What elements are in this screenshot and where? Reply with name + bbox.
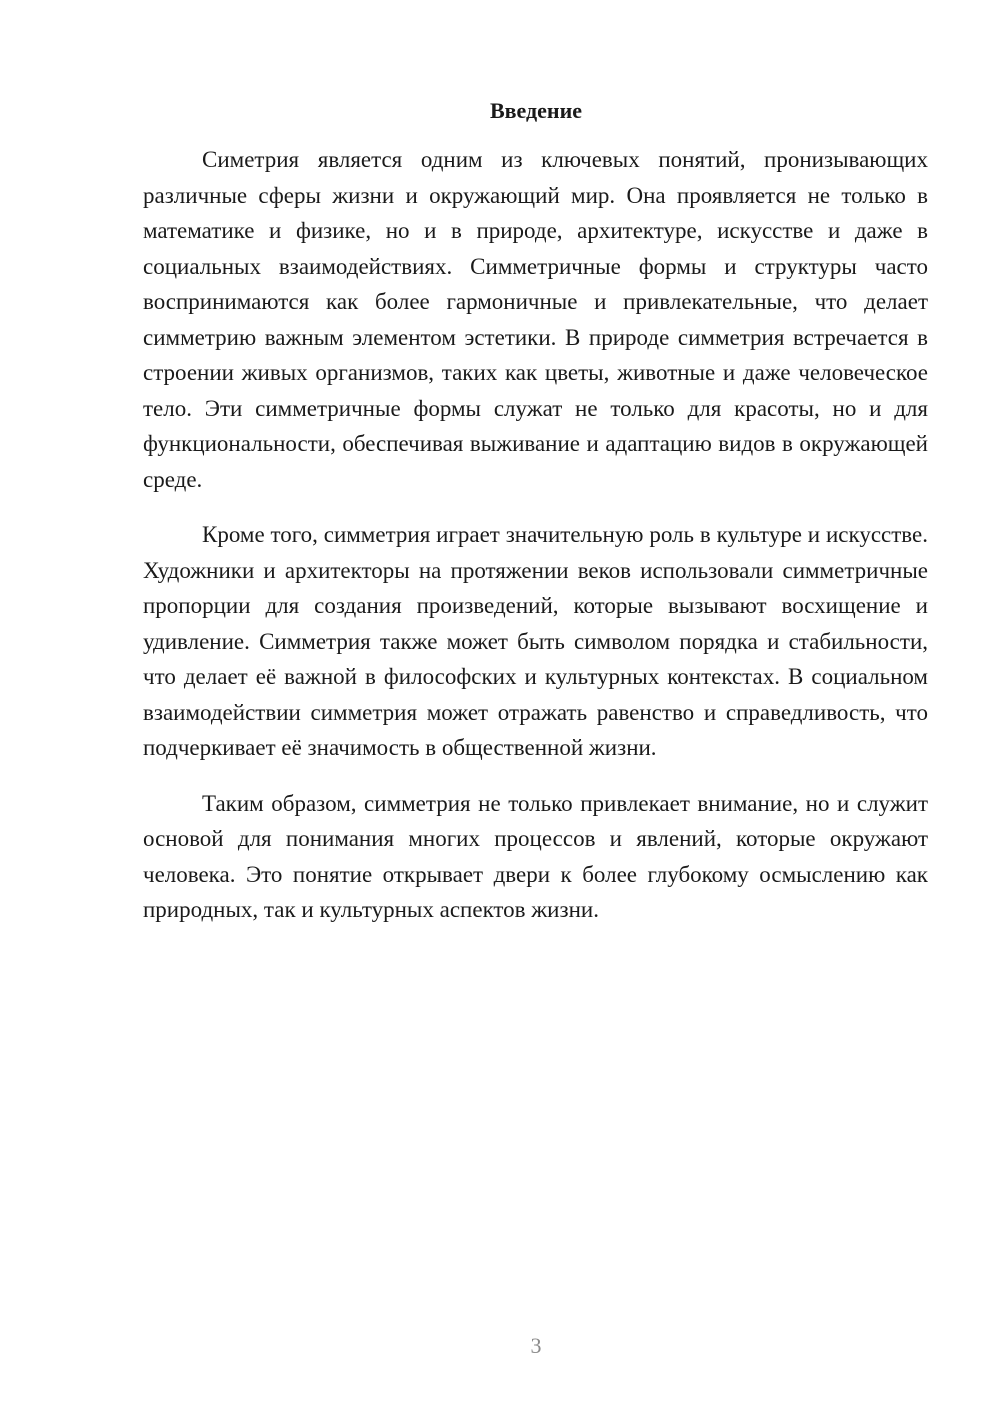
- body-text: [143, 142, 928, 948]
- paragraph-3: Таким образом, симметрия не только привлекает внимание, но и служит основой для понимания многих процессов и явлений, которые окружают человека. Это понятие открывает двери к более глубокому осмыслению как природных, так и культурных аспектов жизни.: [143, 790, 928, 922]
- paragraph-1: Симетрия является одним из ключевых понятий, пронизывающих различные сферы жизни и окружающий мир. Она проявляется не только в математике и физике, но и в природе, архитектуре, искусстве и даже в социальных взаимодействиях. Симметричные формы и структуры часто воспринимаются как более гармоничные и привлекательные, что делает симметрию важным элементом эстетики. В природе симметрия встречается в строении живых организмов, таких как цветы, животные и даже человеческое тело. Эти симметричные формы служат не только для красоты, но и для функциональности, обеспечивая выживание и адаптацию видов в окружающей среде.: [143, 147, 928, 492]
- section-heading: Введение: [489, 98, 583, 123]
- page-number: 3: [530, 1333, 542, 1358]
- paragraph-2: Кроме того, симметрия играет значительную роль в культуре и искусстве. Художники и архитекторы на протяжении веков использовали симметричные пропорции для создания произведений, которые вызывают восхищение и удивление. Симметрия также может быть символом порядка и стабильности, что делает её важной в философских и культурных контекстах. В социальном взаимодействии симметрия может отражать равенство и справедливость, что подчеркивает её значимость в общественной жизни.: [143, 522, 928, 760]
